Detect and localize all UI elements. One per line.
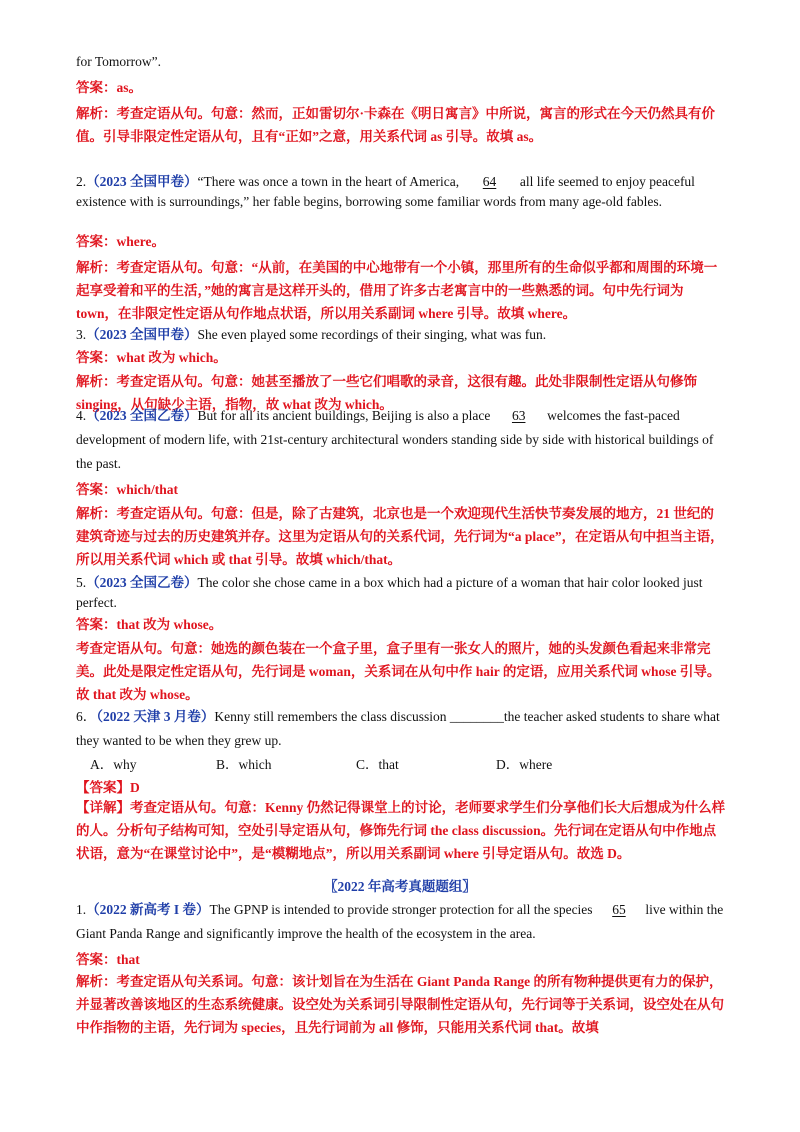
- answer-3: 答案：what 改为 which。: [76, 350, 227, 365]
- analysis-7: 解析：考查定语从句关系词。句意：该计划旨在为生活在 Giant Panda Range 的所有物种提供更有力的保护，并显著改善该地区的生态系统健康。设空处为关系词引导限制性定语从句，先行词等于关系词，设空处在从句中作指物的主语，先行词为 species，且先行词前为 all 修饰，只能用关系代词 that。故填: [76, 974, 724, 1035]
- answer-blank: 63: [511, 408, 526, 423]
- question-5: [76, 573, 726, 613]
- question-number: 2.: [76, 174, 87, 189]
- question-number: 4.: [76, 408, 87, 423]
- answer-prev: 答案：as。: [76, 80, 143, 95]
- answer-6: 【答案】D: [76, 780, 140, 795]
- question-source: （2023 全国甲卷）: [86, 327, 198, 342]
- question-number: 1.: [76, 902, 87, 917]
- question-source: （2023 全国甲卷）: [86, 174, 198, 189]
- question-text-a: The GPNP is intended to provide stronger protection for all the species: [209, 902, 596, 917]
- question-text: The color she chose came in a box which had a picture of a woman that hair color looked just perfect.: [76, 575, 703, 610]
- analysis-3: 解析：考查定语从句。句意：她甚至播放了一些它们唱歌的录音，这很有趣。此处非限制性定语从句修饰 singing，从句缺少主语，指物，故 what 改为 which。: [76, 374, 697, 412]
- question-7: [76, 898, 726, 946]
- answer-7: 答案：that: [76, 952, 140, 967]
- question-4: [76, 404, 726, 476]
- question-source: （2023 全国乙卷）: [86, 575, 198, 590]
- intro-tail: for Tomorrow”.: [76, 54, 162, 69]
- answer-blank: 64: [482, 174, 497, 189]
- question-text: She even played some recordings of their singing, what was fun.: [197, 327, 547, 342]
- question-text-a: “There was once a town in the heart of America,: [197, 174, 463, 189]
- question-text-b: the teacher asked students to share what they wanted to be when they grew up.: [76, 709, 720, 748]
- answer-blank: ________: [449, 709, 504, 724]
- option-b[interactable]: B．which: [216, 757, 272, 772]
- question-6: [76, 705, 726, 753]
- question-source: （2022 天津 3 月卷）: [96, 709, 215, 724]
- section-title: 〖2022 年高考真题题组〗: [324, 879, 476, 894]
- analysis-2: 解析：考查定语从句。句意：“从前，在美国的中心地带有一个小镇，那里所有的生命似乎都和周围的环境一起享受着和平的生活，”她的寓言是这样开头的，借用了许多古老寓言中的一些熟悉的词。句中先行词为 town，在非限定性定语从句作地点状语，所以用关系副词 where 引导。故填 where。: [76, 260, 718, 321]
- analysis-5: 考查定语从句。句意：她选的颜色装在一个盒子里，盒子里有一张女人的照片，她的头发颜色看起来非常完美。此处是限定性定语从句，先行词是 woman，关系词在从句中作 hair 的定语，应用关系代词 whose 引导。故 that 改为 whose。: [76, 641, 721, 702]
- analysis-prev: 解析：考查定语从句。句意：然而，正如雷切尔·卡森在《明日寓言》中所说，寓言的形式在今天仍然具有价值。引导非限定性定语从句，且有“正如”之意，用关系代词 as 引导。故填 as。: [76, 106, 716, 144]
- question-text-b: live within the Giant Panda Range and significantly improve the health of the ecosystem in the area.: [76, 902, 724, 941]
- answer-blank: 65: [612, 902, 626, 917]
- analysis-6: 【详解】考查定语从句。句意：Kenny 仍然记得课堂上的讨论，老师要求学生们分享他们长大后想成为什么样的人。分析句子结构可知，空处引导定语从句，修饰先行词 the class discussion。先行词在定语从句中作地点状语，意为“在课堂讨论中”，是“模糊地点”，所以用关系副词 where 引导定语从句。故选 D。: [76, 800, 726, 861]
- question-3: [76, 325, 726, 345]
- answer-4: 答案：which/that: [76, 482, 179, 497]
- answer-5: 答案：that 改为 whose。: [76, 617, 223, 632]
- answer-2: 答案：where。: [76, 234, 165, 249]
- analysis-4: 解析：考查定语从句。句意：但是，除了古建筑，北京也是一个欢迎现代生活快节奏发展的地方，21 世纪的建筑奇迹与过去的历史建筑并存。这里为定语从句的关系代词，先行词为“a place”，在定语从句中担当主语，所以用关系代词 which 或 that 引导。故填 which/that。: [76, 506, 724, 567]
- question-source: （2022 新高考 I 卷）: [86, 902, 210, 917]
- option-a[interactable]: A．why: [90, 757, 137, 772]
- question-number: 6．: [76, 709, 97, 724]
- options-6: [76, 755, 726, 775]
- question-2: [76, 172, 726, 212]
- option-c[interactable]: C．that: [356, 757, 399, 772]
- question-text-a: Kenny still remembers the class discussion: [214, 709, 450, 724]
- option-d[interactable]: D．where: [496, 757, 553, 772]
- question-text-a: But for all its ancient buildings, Beijing is also a place: [197, 408, 494, 423]
- question-text-b: all life seemed to enjoy peaceful existence with is surroundings,” her fable begins, borrowing some familiar words from many age-old fables.: [76, 174, 695, 209]
- question-number: 5.: [76, 575, 87, 590]
- question-text-b: welcomes the fast-paced development of modern life, with 21st-century architectural wonders standing side by side with historical buildings of the past.: [76, 408, 714, 471]
- question-source: （2023 全国乙卷）: [86, 408, 198, 423]
- question-number: 3.: [76, 327, 87, 342]
